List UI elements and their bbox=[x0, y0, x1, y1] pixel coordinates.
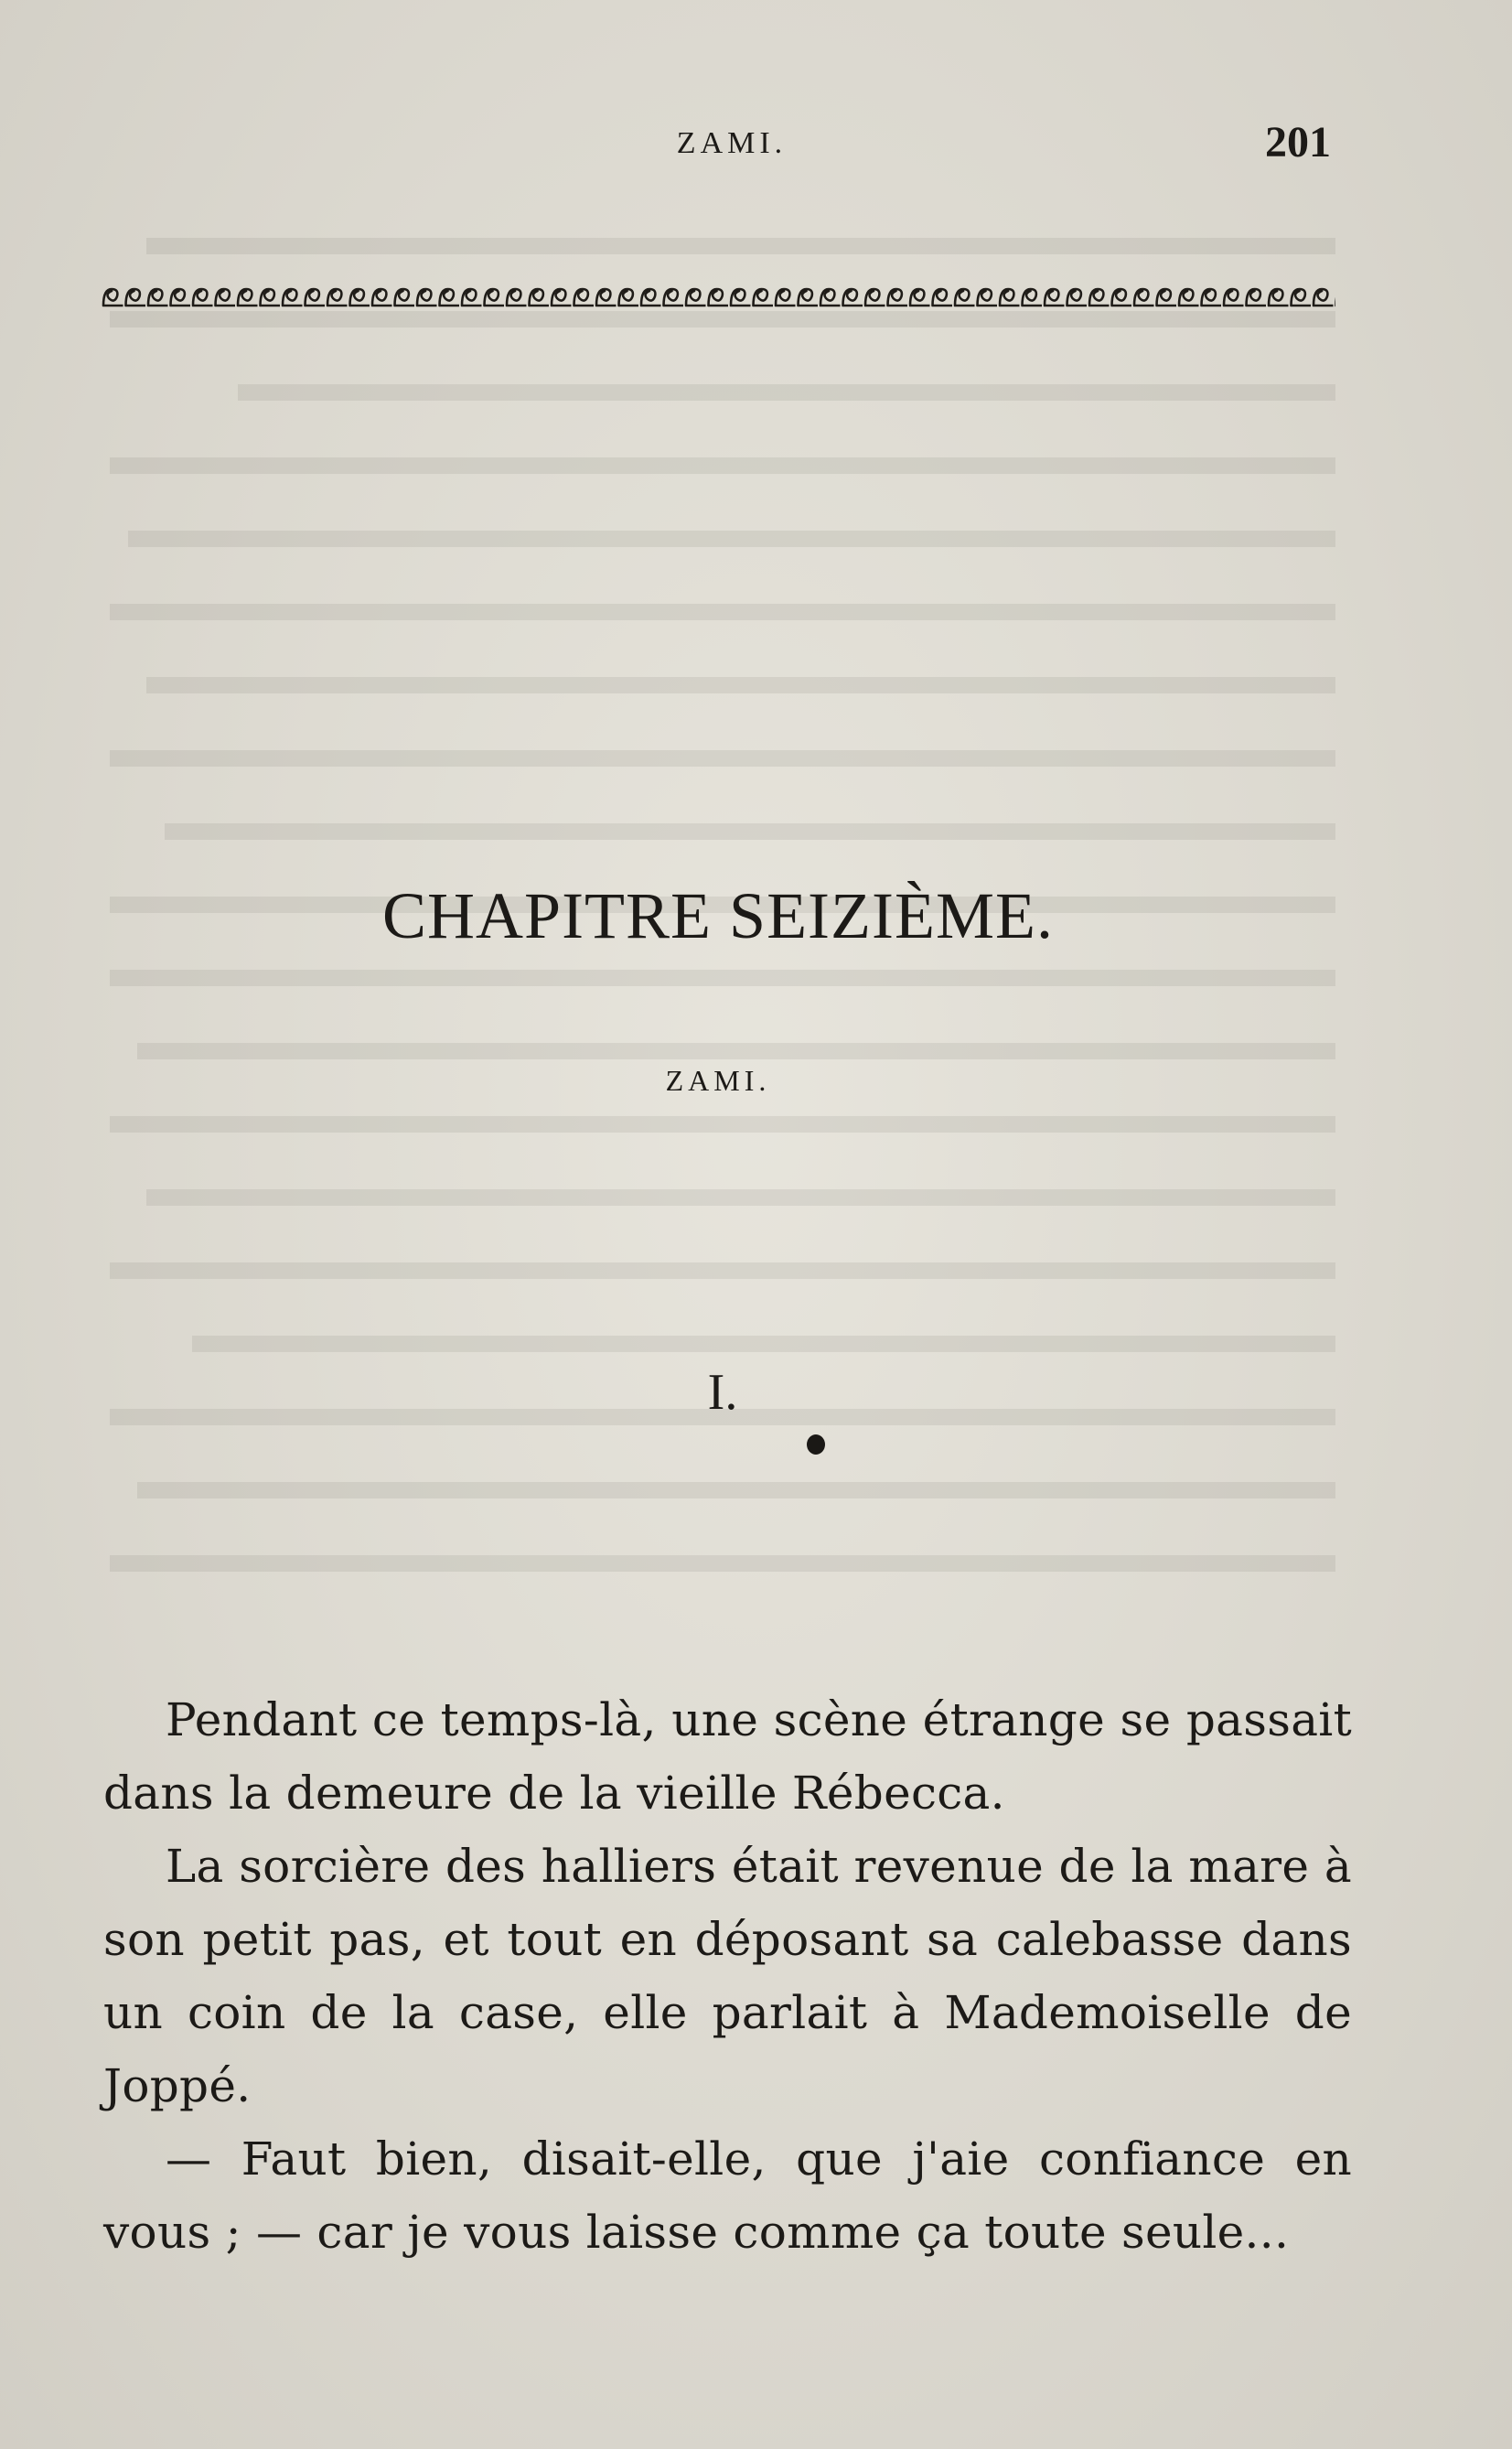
section-number: I. bbox=[707, 1364, 738, 1421]
page-number: 201 bbox=[1265, 118, 1331, 166]
decorative-border bbox=[101, 284, 1335, 311]
chapter-title: CHAPITRE SEIZIÈME. bbox=[382, 879, 1054, 952]
body-text bbox=[103, 1683, 1352, 2269]
page-header bbox=[101, 117, 1331, 172]
paragraph: La sorcière des halliers était revenue de la mare à son petit pas, et tout en déposant sa calebasse dans un coin de la case, elle parlait à Mademoiselle de Joppé. bbox=[103, 1840, 1352, 2112]
ink-spot bbox=[807, 1434, 825, 1455]
paragraph: Pendant ce temps-là, une scène étrange se passait dans la demeure de la vieille Rébecca. bbox=[103, 1693, 1352, 1820]
running-head: ZAMI. bbox=[676, 126, 788, 160]
paragraph: — Faut bien, disait-elle, que j'aie confiance en vous ; — car je vous laisse comme ça toute seule... bbox=[103, 2132, 1352, 2259]
chapter-subtitle: ZAMI. bbox=[665, 1064, 771, 1097]
